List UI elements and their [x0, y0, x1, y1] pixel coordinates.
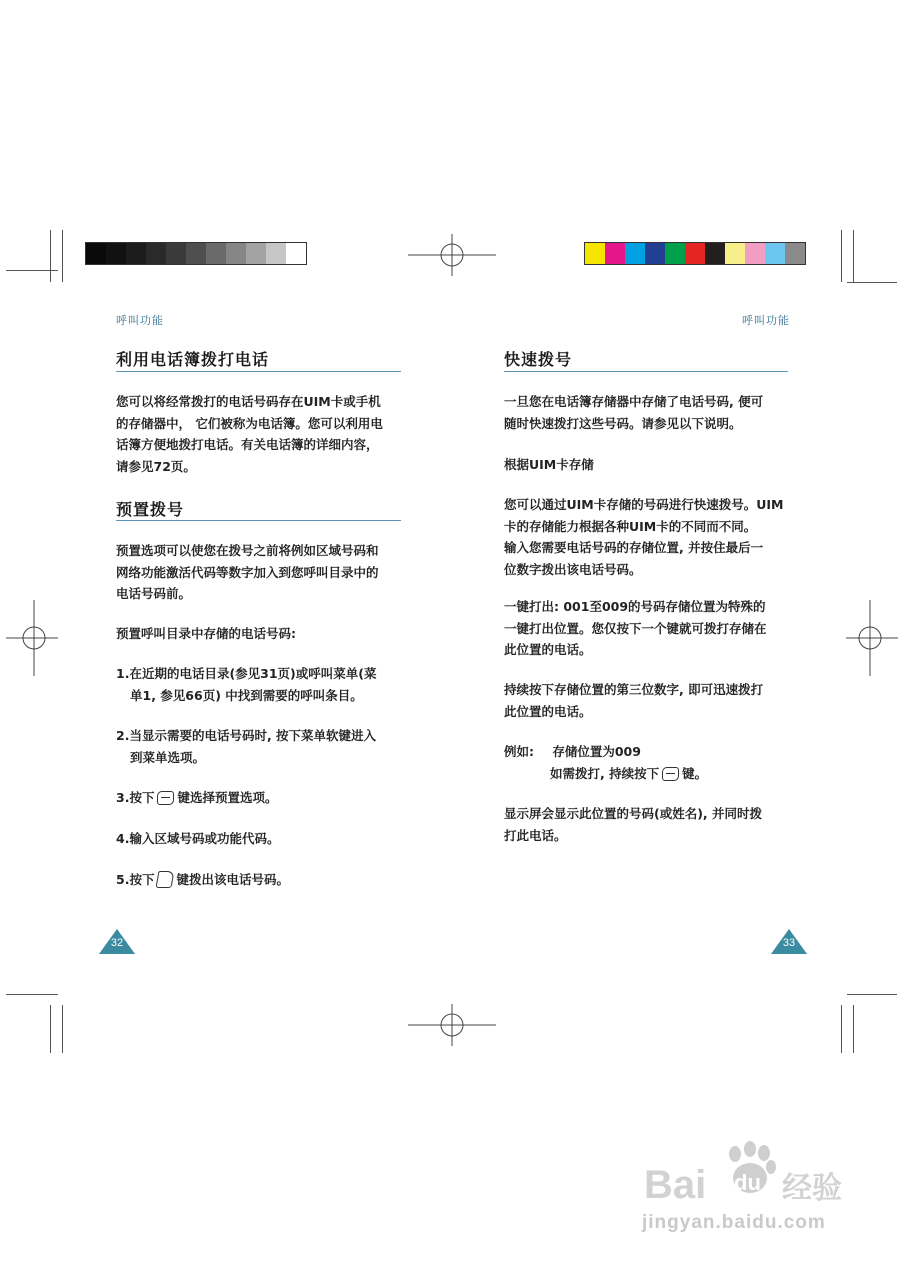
crop-mark [62, 230, 63, 282]
color-swatch [645, 243, 665, 264]
step-2 [116, 725, 416, 768]
section-title-phonebook-dialing: 利用电话簿拨打电话 [116, 350, 270, 369]
color-swatch [765, 243, 785, 264]
text-line: 显示屏会显示此位置的号码(或姓名), 并同时拨 [504, 806, 763, 821]
crop-mark [853, 1005, 854, 1053]
color-swatch [705, 243, 725, 264]
color-swatch [86, 243, 106, 264]
text-line: 网络功能激活代码等数字加入到您呼叫目录中的 [116, 564, 379, 580]
color-swatch [226, 243, 246, 264]
color-swatch [266, 243, 286, 264]
registration-mark [408, 1004, 496, 1046]
text-line: 一键打出: 001至009的号码存储位置为特殊的 [504, 599, 766, 614]
color-swatch [166, 243, 186, 264]
color-swatch [725, 243, 745, 264]
phonebook-dialing-paragraph [116, 391, 416, 477]
title-underline [504, 371, 788, 372]
section-title-prefix-dialing: 预置拨号 [116, 500, 185, 519]
speed-dial-paragraph-2 [504, 596, 804, 661]
running-head-right: 呼叫功能 [742, 314, 790, 327]
page-number-text: 33 [782, 937, 796, 949]
text-segment: 如需拨打, 持续按下 [550, 765, 660, 781]
crop-mark [853, 230, 854, 282]
speed-dial-intro [504, 391, 804, 434]
text-line: 2.当显示需要的电话号码时, 按下菜单软键进入 [116, 728, 377, 743]
text-line: 此位置的电话。 [504, 642, 592, 657]
svg-text:经验: 经验 [782, 1171, 842, 1205]
text-segment: 存储位置为009 [552, 744, 641, 759]
color-swatch [685, 243, 705, 264]
section-title-speed-dial: 快速拨号 [504, 350, 573, 369]
registration-mark [846, 600, 898, 676]
menu-key-icon [157, 791, 174, 805]
menu-key-icon [662, 767, 679, 781]
speed-dial-paragraph-3 [504, 679, 804, 722]
step-4: 4.输入区域号码或功能代码。 [116, 831, 280, 846]
text-line: 打此电话。 [504, 827, 567, 843]
text-line: 您可以通过UIM卡存储的号码进行快速拨号。UIM [504, 497, 784, 512]
text-line: 输入您需要电话号码的存储位置, 并按住最后一 [504, 540, 764, 555]
crop-mark [6, 994, 58, 995]
color-swatch [146, 243, 166, 264]
prefix-dialing-intro [116, 540, 416, 605]
text-segment: 5.按下 [116, 872, 155, 887]
speed-dial-paragraph-4 [504, 803, 804, 846]
baidu-jingyan-watermark-logo [640, 1140, 860, 1205]
text-line: 1.在近期的电话目录(参见31页)或呼叫菜单(菜 [116, 666, 377, 681]
registration-mark [408, 234, 496, 276]
color-swatch [126, 243, 146, 264]
watermark-url: jingyan.baidu.com [642, 1212, 826, 1233]
text-line: 电话号码前。 [116, 586, 192, 601]
color-calibration-bar [584, 242, 806, 265]
text-line: 预置选项可以使您在拨号之前将例如区域号码和 [116, 543, 379, 558]
page-number-left [98, 927, 136, 955]
text-segment: 3.按下 [116, 790, 155, 805]
svg-text:Bai: Bai [644, 1163, 707, 1205]
color-swatch [665, 243, 685, 264]
text-line: 到菜单选项。 [130, 749, 206, 765]
speed-dial-example [504, 741, 804, 784]
text-line: 话簿方便地拨打电话。有关电话簿的详细内容， [116, 437, 379, 452]
speed-dial-paragraph-1 [504, 494, 804, 580]
crop-mark [62, 1005, 63, 1053]
color-swatch [206, 243, 226, 264]
text-line: 卡的存储能力根据各种UIM卡的不同而不同。 [504, 518, 757, 534]
color-swatch [246, 243, 266, 264]
crop-mark [841, 230, 842, 282]
speed-dial-subheading: 根据UIM卡存储 [504, 457, 594, 472]
crop-mark [50, 230, 51, 282]
step-5 [116, 869, 416, 891]
text-line: 一键打出位置。您仅按下一个键就可拨打存储在 [504, 620, 767, 636]
step-3 [116, 787, 416, 809]
color-swatch [585, 243, 605, 264]
text-line: 此位置的电话。 [504, 703, 592, 719]
color-swatch [106, 243, 126, 264]
page-number-text: 32 [110, 937, 124, 949]
crop-mark [847, 282, 897, 283]
text-line: 请参见72页。 [116, 458, 196, 474]
color-swatch [745, 243, 765, 264]
title-underline [116, 371, 401, 372]
registration-mark [6, 600, 58, 676]
text-line: 随时快速拨打这些号码。请参见以下说明。 [504, 415, 742, 431]
running-head-left: 呼叫功能 [116, 314, 164, 327]
grayscale-calibration-bar [85, 242, 307, 265]
color-swatch [186, 243, 206, 264]
color-swatch [625, 243, 645, 264]
text-segment: 键拨出该电话号码。 [176, 872, 289, 887]
color-swatch [605, 243, 625, 264]
text-line: 单1, 参见66页) 中找到需要的呼叫条目。 [130, 687, 363, 703]
color-swatch [785, 243, 805, 264]
text-line: 您可以将经常拨打的电话号码存在UIM卡或手机 [116, 394, 381, 409]
text-segment: 键选择预置选项。 [177, 790, 278, 805]
send-key-icon [156, 871, 175, 888]
text-line: 一旦您在电话簿存储器中存储了电话号码, 便可 [504, 394, 764, 409]
color-swatch [286, 243, 306, 264]
example-label: 例如: [504, 744, 534, 759]
title-underline [116, 520, 401, 521]
crop-mark [847, 994, 897, 995]
page-number-right [770, 927, 808, 955]
crop-mark [50, 1005, 51, 1053]
prefix-dialing-lead: 预置呼叫目录中存储的电话号码: [116, 626, 296, 641]
step-1 [116, 663, 416, 706]
text-line: 的存储器中， 它们被称为电话簿。您可以利用电 [116, 415, 383, 431]
text-line: 持续按下存储位置的第三位数字, 即可迅速拨打 [504, 682, 764, 697]
text-segment: 键。 [682, 765, 708, 781]
crop-mark [841, 1005, 842, 1053]
text-line: 位数字拨出该电话号码。 [504, 561, 642, 577]
crop-mark [6, 270, 58, 271]
svg-text:du: du [734, 1170, 761, 1195]
